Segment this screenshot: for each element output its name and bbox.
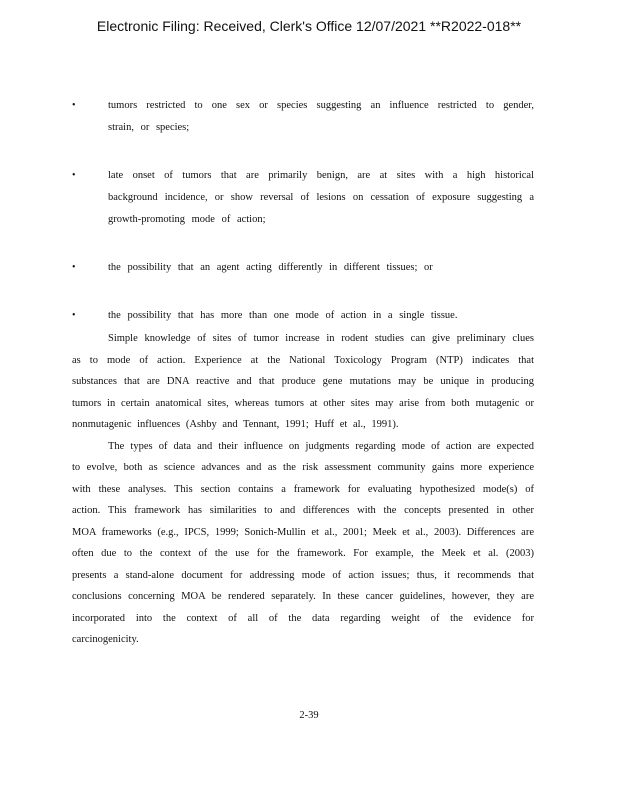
body-text bbox=[72, 328, 534, 651]
bullet-item bbox=[72, 305, 534, 327]
bullet-text: tumors restricted to one sex or species suggesting an influence restricted to gender, strain, or species; bbox=[108, 100, 534, 133]
bullet-text: the possibility that has more than one mode of action in a single tissue. bbox=[108, 310, 458, 321]
bullet-text: the possibility that an agent acting differently in different tissues; or bbox=[108, 262, 433, 273]
filing-stamp-header: Electronic Filing: Received, Clerk's Office 12/07/2021 **R2022-018** bbox=[96, 18, 522, 34]
page-number: 2-39 bbox=[299, 710, 319, 721]
bullet-marker: • bbox=[72, 170, 76, 181]
bullet-item bbox=[72, 95, 534, 139]
paragraph-moa-framework: The types of data and their influence on judgments regarding mode of action are expected to evolve, both as science advances and as the risk assessment community gains more experience with these analyses. This section contains a framework for evaluating hypothesized mode(s) of action. This framework has similarities to and differences with the concepts presented in other MOA frameworks (e.g., IPCS, 1999; Sonich-Mullin et al., 2001; Meek et al., 2003). Differences are often due to the context of the use for the framework. For example, the Meek et al. (2003) presents a stand-alone document for addressing mode of action issues; thus, it recommends that conclusions concerning MOA be rendered separately. In these cancer guidelines, however, they are incorporated into the context of all of the data regarding weight of the evidence for carcinogenicity. bbox=[72, 440, 534, 645]
bullet-text: late onset of tumors that are primarily benign, are at sites with a high historical background incidence, or show reversal of lesions on cessation of exposure suggesting a growth-promoting mode of action; bbox=[108, 170, 534, 225]
bullet-marker: • bbox=[72, 100, 76, 111]
bullet-item bbox=[72, 165, 534, 231]
bullet-marker: • bbox=[72, 310, 76, 321]
bullet-item bbox=[72, 257, 534, 279]
paragraph-tumor-sites: Simple knowledge of sites of tumor increase in rodent studies can give preliminary clues as to mode of action. Experience at the National Toxicology Program (NTP) indicates that substances that are DNA reactive and that produce gene mutations may be unique in producing tumors in certain anatomical sites, whereas tumors at other sites may arise from both mutagenic or nonmutagenic influences (Ashby and Tennant, 1991; Huff et al., 1991). bbox=[72, 333, 534, 430]
bullet-marker: • bbox=[72, 262, 76, 273]
bullet-list bbox=[72, 95, 534, 353]
